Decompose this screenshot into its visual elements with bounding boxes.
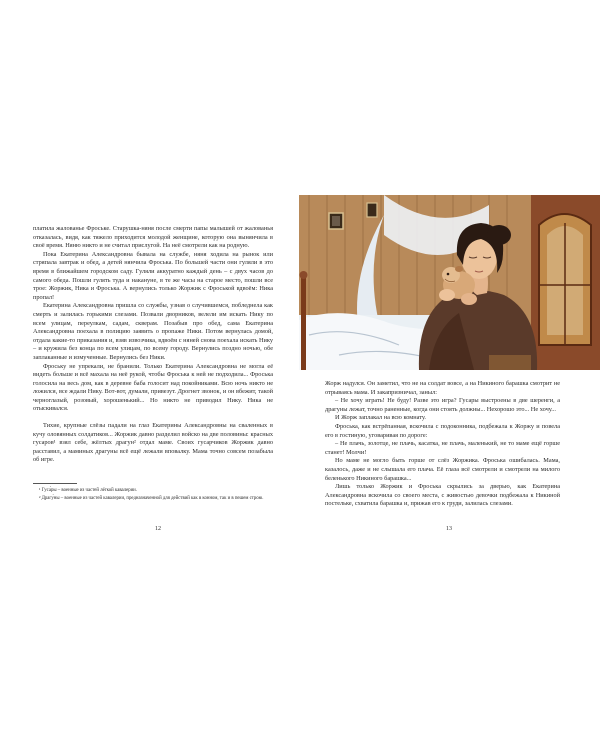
left-page-text — [33, 225, 273, 465]
paragraph: Екатерина Александровна пришла со службы, узнав о случившемся, побледнела как смерть и залилась горькими слезами. Позвали дворников, велели им искать Нику по всем улицам, переулкам, садам, скверам. Позабыв про обед, сама Екатерина Александровна поехала в полицию заявить о пропаже Ники. Потом вернулась домой, отдала какие-то приказания и, взяв извозчика, вдвоём с няней снова поехала искать Нику – и кружила без конца по всем улицам, по всему городу. Вернулись поздно ночью, обе заплаканные и измученные. Вернулись без Ники. — [33, 302, 273, 361]
paragraph: – Не хочу играть! Не буду! Разве это игра? Гусары выстроены в две шеренги, а драгуны лежат, точно раненные, когда они стоять должны... Нехорошо это... Не хочу... — [325, 397, 560, 413]
paragraph: Пока Екатерина Александровна бывала на службе, няня ходила на рынок или стряпала завтрак и обед, а детей нянчила Фроська. По большей части они гуляли в это время в ближайшем городском саду. Гуляли аккуратно каждый день – с двух часов до самого обеда. Пошли гулять туда и накануне, в те же часы на старое место, пошли все трое: Жоржик, Ника и Фроська. А вернулись только Жоржик с Фроськой вдвоём: Ника пропал! — [33, 250, 273, 301]
paragraph: Но маме не могло быть горше от слёз Жоржика. Фроська ошибалась. Мама, казалось, даже и не слышала его плача. Её глаза всё смотрели и смотрели на милого беленького Никиного барашка... — [325, 457, 560, 482]
paragraph: Лишь только Жоржик и Фроська скрылись за дверью, как Екатерина Александровна вскочила со своего места, с живостью девочки подбежала к Никиной постельке, схватила барашка и, прижав его к груди, залилась слезами. — [325, 483, 560, 508]
page-number-left: 12 — [155, 526, 161, 532]
illustration-mother-with-lamb — [299, 195, 600, 370]
right-page-text — [325, 380, 560, 509]
illustration-svg — [299, 195, 600, 370]
footnote-divider — [33, 483, 77, 484]
paragraph: Фроську не упрекали, не бранили. Только Екатерина Александровна не могла её видеть больше и всё махала на неё рукой, чтобы Фроська к ней не подходила... Фроська голосила на весь дом, как в деревне баба голосит над покойниками. Всю ночь никто не ложился, все ждали Нику. Вот-вот, думали, привезут. Дрогнет звонок, и он вбежит, такой черноглазый, розовый, хорошенький... Но никто не приводил Нику. Ника не отыскивался. — [33, 362, 273, 413]
footnotes — [33, 487, 273, 503]
paragraph: – Не плачь, золотце, не плачь, касатка, не плачь, маленький, не то маме ещё горше станет! Молчи! — [325, 440, 560, 456]
paragraph: Фроська, как встрёпанная, вскочила с подоконника, подбежала к Жоржу и повела его в гостиную, уговаривая по дороге: — [325, 422, 560, 439]
right-page — [300, 0, 600, 750]
paragraph: Жорж надулся. Он заметил, что не на солдат вовсе, а на Никиного барашка смотрит не отрываясь мама. И закапризничал, заныл: — [325, 380, 560, 396]
page-number-right: 13 — [446, 526, 452, 532]
footnote: ² Драгу́ны – военные из частей кавалерии, предназначенной для действий как в конном, так и в пешем строю. — [39, 496, 264, 501]
footnote: ¹ Гуса́ры – военные из частей лёгкой кавалерии. — [39, 488, 137, 493]
paragraph: платила жалованье Фроське. Старушка-няня после смерти папы малышей от жалованья отказалась, видя, как тяжело приходится молодой женщине, которую она вынянчила в своё время. Няню никто и не считал прислугой. На неё смотрели как на родную. — [33, 225, 273, 250]
paragraph: И Жорж заплакал на всю комнату. — [335, 414, 426, 422]
paragraph: Тихие, крупные слёзы падали на глаз Екатерины Александровны на сваленных в кучу оловянных солдатиков... Жоржик давно разделил войско на две половины: красных гусаров¹ взял себе, жёлтых драгун² отдал маме. Своих гусарчиков Жоржик давно расставил, а маминых драгуны всё ещё лежали вповалку. Мама точно совсем позабыла об игре. — [33, 422, 273, 464]
